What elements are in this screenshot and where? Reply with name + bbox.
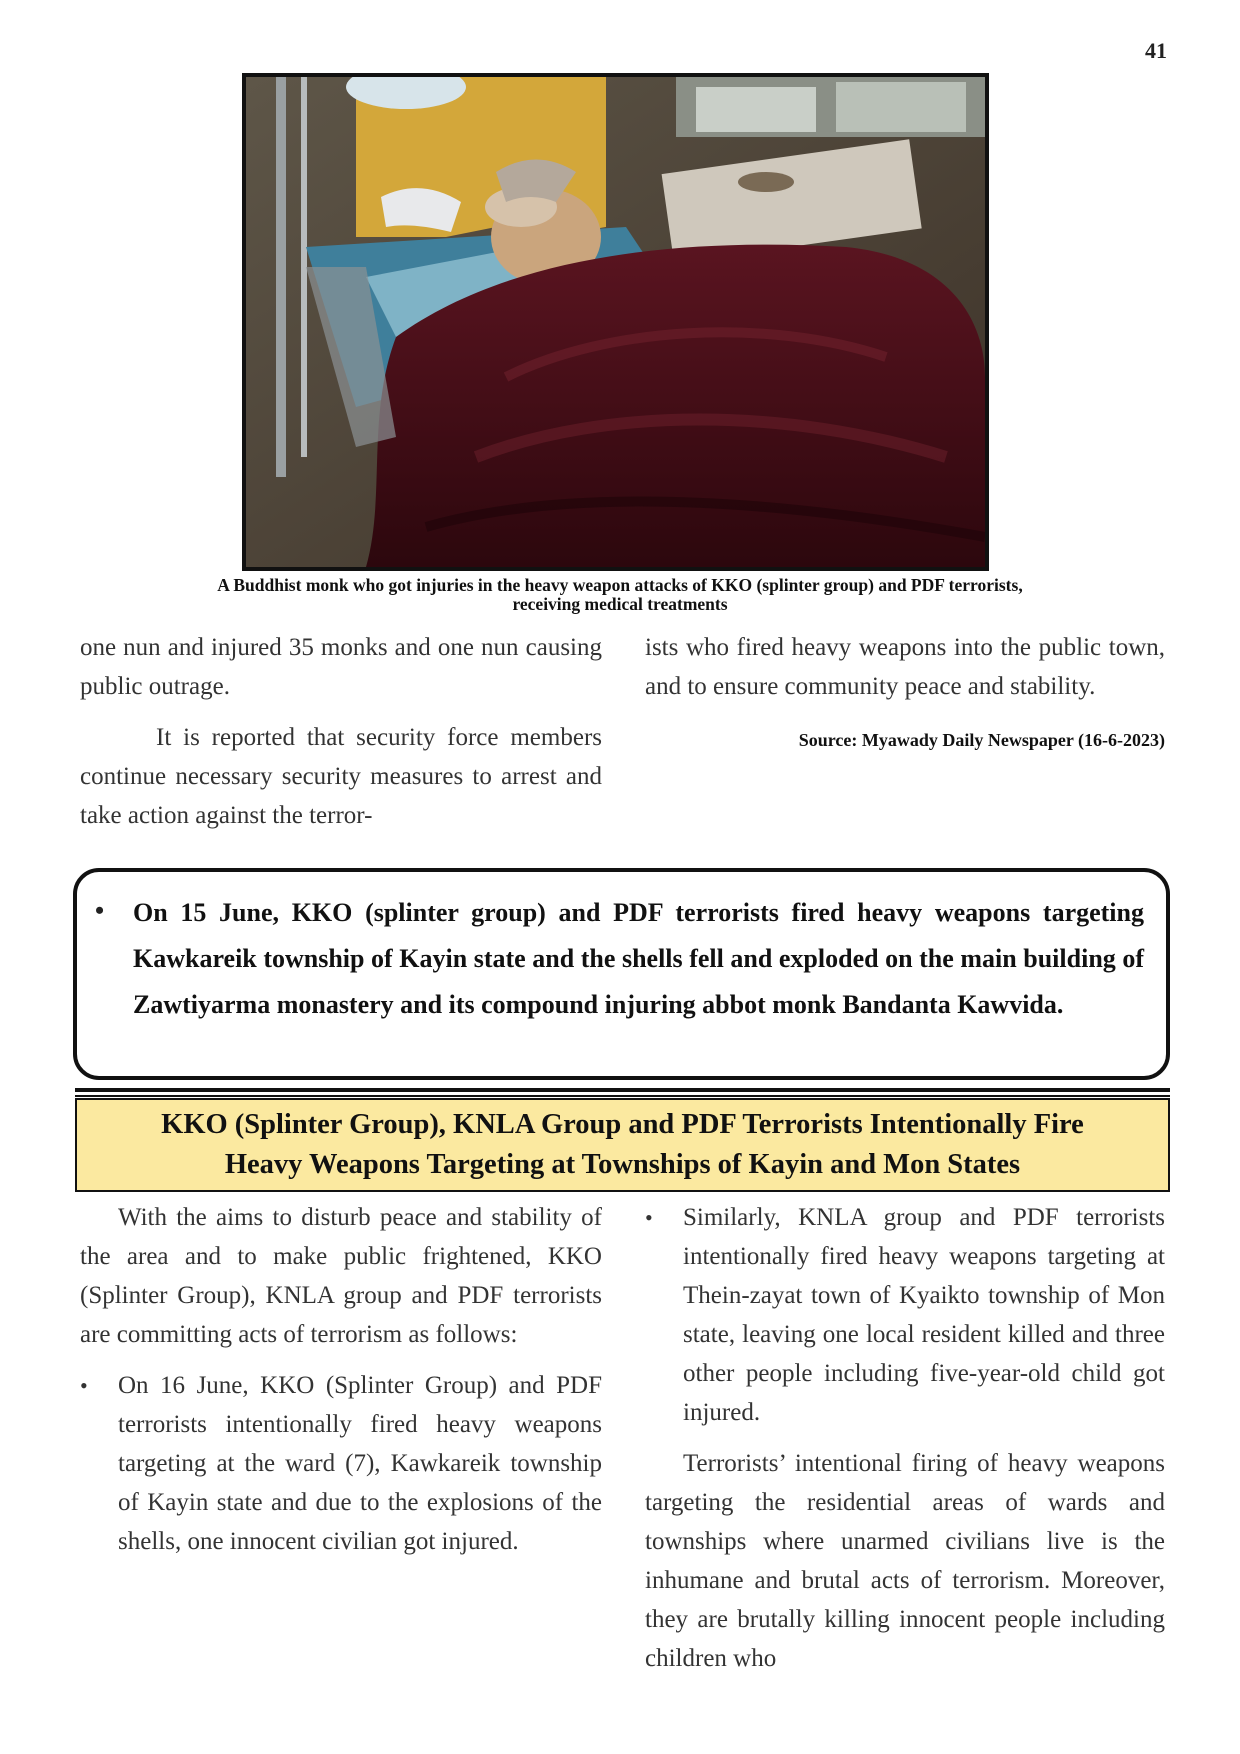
bullet-icon: • <box>95 896 105 925</box>
photo-monk-medical-treatment-icon <box>246 77 985 567</box>
heading-line-2: Heavy Weapons Targeting at Townships of Kayin and Mon States <box>224 1149 1021 1180</box>
source-citation: Source: Myawady Daily Newspaper (16-6-2023) <box>798 730 1165 750</box>
section-heading <box>75 1098 1170 1192</box>
bottom-left-column <box>80 1198 602 1561</box>
caption-line-1: A Buddhist monk who got injuries in the heavy weapon attacks of KKO (splinter group) and PDF terrorists, <box>217 575 1023 595</box>
list-item <box>645 1198 1165 1432</box>
caption-line-2: receiving medical treatments <box>512 594 728 614</box>
callout-text: On 15 June, KKO (splinter group) and PDF terrorists fired heavy weapons targeting Kawkareik township of Kayin state and the shells fell and exploded on the main building of Zawtiyarma monastery and its compound injuring abbot monk Bandanta Kawvida. <box>133 898 1144 1019</box>
bottom-right-column <box>645 1198 1165 1678</box>
paragraph: ists who fired heavy weapons into the public town, and to ensure community peace and stability. <box>645 634 1165 700</box>
top-right-column <box>645 628 1165 752</box>
list-item-text: On 16 June, KKO (Splinter Group) and PDF terrorists intentionally fired heavy weapons targeting at the ward (7), Kawkareik township of Kayin state and due to the explosions of the shells, one innocent civilian got injured. <box>118 1372 602 1555</box>
list-item <box>80 1366 602 1561</box>
paragraph: Terrorists’ intentional firing of heavy weapons targeting the residential areas of wards and townships where unarmed civilians live is the inhumane and brutal acts of terrorism. Moreover, they are brutally killing innocent people including children who <box>645 1450 1165 1672</box>
news-photo <box>242 73 989 571</box>
page-number: 41 <box>1145 38 1167 63</box>
divider <box>75 1095 1170 1097</box>
heading-line-1: KKO (Splinter Group), KNLA Group and PDF Terrorists Intentionally Fire <box>161 1109 1084 1140</box>
paragraph: With the aims to disturb peace and stability of the area and to make public frightened, KKO (Splinter Group), KNLA group and PDF terrorists are committing acts of terrorism as follows: <box>80 1204 602 1348</box>
highlight-callout-box <box>73 868 1170 1080</box>
top-left-column <box>80 628 602 835</box>
bullet-icon: • <box>80 1373 88 1398</box>
photo-caption <box>80 576 1160 614</box>
list-item-text: Similarly, KNLA group and PDF terrorists intentionally fired heavy weapons targeting at Thein-zayat town of Kyaikto township of Mon state, leaving one local resident killed and three other people including five-year-old child got injured. <box>683 1204 1165 1426</box>
divider <box>75 1088 1170 1092</box>
bullet-icon: • <box>645 1205 653 1230</box>
paragraph: one nun and injured 35 monks and one nun causing public outrage. <box>80 634 602 700</box>
paragraph: It is reported that security force members continue necessary security measures to arrest and take action against the terror- <box>80 724 602 829</box>
